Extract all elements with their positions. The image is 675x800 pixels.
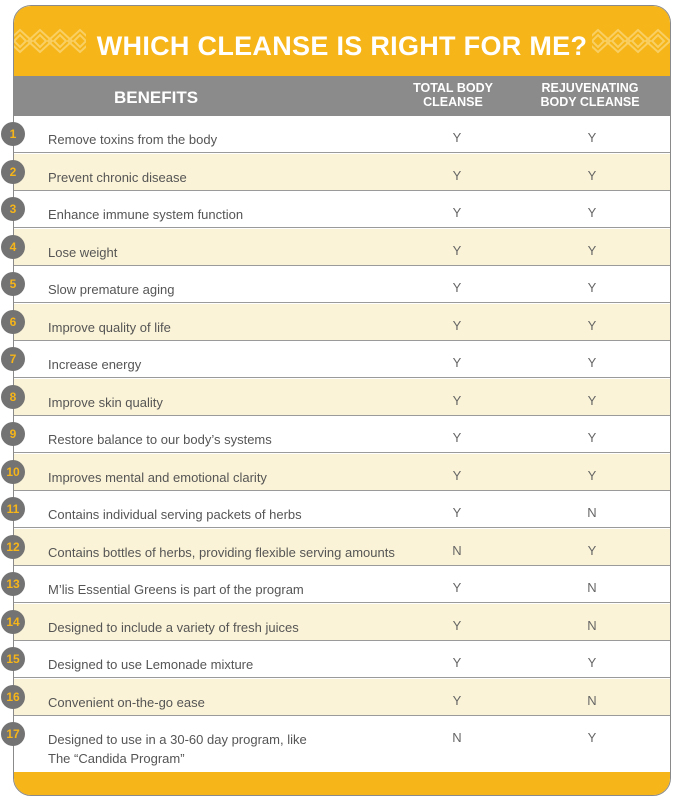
table-row bbox=[14, 491, 670, 528]
total-body-cleanse-value: Y bbox=[452, 467, 462, 483]
benefit-text: Designed to use Lemonade mixture bbox=[48, 657, 254, 672]
footer-bar bbox=[14, 772, 670, 795]
row-number-badge: 15 bbox=[1, 647, 25, 671]
table-row bbox=[14, 379, 670, 416]
row-number-badge: 5 bbox=[1, 272, 25, 296]
table-row bbox=[14, 716, 670, 771]
table-row bbox=[14, 341, 670, 378]
benefit-text-line2: The “Candida Program” bbox=[48, 751, 185, 766]
benefit-label bbox=[48, 393, 163, 412]
table-row bbox=[14, 304, 670, 341]
title-bar bbox=[14, 6, 670, 76]
rejuvenating-body-cleanse-value: Y bbox=[587, 392, 597, 408]
table-row bbox=[14, 529, 670, 566]
benefit-label bbox=[48, 655, 253, 674]
rejuvenating-body-cleanse-value: Y bbox=[587, 430, 597, 445]
header-line: CLEANSE bbox=[423, 95, 483, 109]
benefit-text: Prevent chronic disease bbox=[48, 169, 187, 185]
rejuvenating-body-cleanse-value: N bbox=[587, 692, 597, 708]
table-row bbox=[14, 566, 670, 603]
total-body-cleanse-value: Y bbox=[452, 205, 462, 220]
benefit-text: Contains individual serving packets of herbs bbox=[48, 507, 302, 522]
rejuvenating-body-cleanse-value: Y bbox=[587, 467, 597, 483]
row-number-badge: 9 bbox=[1, 422, 25, 446]
row-number-badge: 10 bbox=[1, 460, 25, 484]
total-body-cleanse-value: Y bbox=[452, 392, 462, 408]
benefit-label bbox=[48, 355, 141, 374]
row-number-badge: 12 bbox=[1, 535, 25, 559]
total-body-cleanse-value: Y bbox=[452, 167, 462, 183]
rejuvenating-body-cleanse-value: Y bbox=[587, 167, 597, 183]
row-number-badge: 13 bbox=[1, 572, 25, 596]
row-number-badge: 3 bbox=[1, 197, 25, 221]
total-body-cleanse-value: Y bbox=[452, 317, 462, 333]
total-body-cleanse-value: Y bbox=[452, 130, 462, 145]
rejuvenating-body-cleanse-value: Y bbox=[587, 205, 597, 220]
benefit-text: Increase energy bbox=[48, 357, 142, 372]
benefit-label bbox=[48, 205, 243, 224]
total-body-cleanse-value: N bbox=[452, 730, 462, 745]
total-body-cleanse-value: Y bbox=[452, 430, 462, 445]
row-number-badge: 6 bbox=[1, 310, 25, 334]
row-number-badge: 7 bbox=[1, 347, 25, 371]
benefit-label bbox=[48, 243, 117, 262]
benefit-text: Improve quality of life bbox=[48, 319, 171, 335]
rejuvenating-body-cleanse-value: Y bbox=[587, 280, 597, 295]
benefit-text: Remove toxins from the body bbox=[48, 132, 218, 147]
column-header-rejuvenating-body-cleanse bbox=[525, 81, 655, 109]
benefit-text: Convenient on-the-go ease bbox=[48, 694, 205, 710]
total-body-cleanse-value: N bbox=[452, 542, 462, 558]
row-number-badge: 17 bbox=[1, 722, 25, 746]
benefit-label bbox=[48, 168, 187, 187]
benefit-text: Improves mental and emotional clarity bbox=[48, 469, 267, 485]
benefit-label bbox=[48, 730, 307, 768]
row-number-badge: 16 bbox=[1, 685, 25, 709]
benefit-label bbox=[48, 430, 272, 449]
benefit-text: M’lis Essential Greens is part of the program bbox=[48, 582, 304, 597]
row-number-badge: 1 bbox=[1, 122, 25, 146]
rejuvenating-body-cleanse-value: N bbox=[587, 617, 597, 633]
column-header-benefits: BENEFITS bbox=[114, 88, 199, 107]
benefit-text: Contains bottles of herbs, providing flexible serving amounts bbox=[48, 544, 395, 560]
rejuvenating-body-cleanse-value: Y bbox=[587, 130, 597, 145]
benefit-label bbox=[48, 130, 217, 149]
comparison-card bbox=[13, 5, 671, 796]
table-row bbox=[14, 191, 670, 228]
row-number-badge: 2 bbox=[1, 160, 25, 184]
table-row bbox=[14, 266, 670, 303]
table-row bbox=[14, 416, 670, 453]
benefit-text: Slow premature aging bbox=[48, 282, 175, 297]
row-number-badge: 11 bbox=[1, 497, 25, 521]
rejuvenating-body-cleanse-value: Y bbox=[587, 242, 597, 258]
rejuvenating-body-cleanse-value: Y bbox=[587, 730, 597, 745]
total-body-cleanse-value: Y bbox=[452, 280, 462, 295]
rejuvenating-body-cleanse-value: Y bbox=[587, 542, 597, 558]
header-line: BODY CLEANSE bbox=[540, 95, 640, 109]
table-row bbox=[14, 641, 670, 678]
column-header-total-body-cleanse bbox=[388, 81, 518, 109]
decorative-pattern-icon bbox=[592, 26, 671, 56]
benefit-text: Designed to include a variety of fresh juices bbox=[48, 619, 299, 635]
table-header bbox=[14, 76, 670, 116]
row-number-badge: 14 bbox=[1, 610, 25, 634]
rejuvenating-body-cleanse-value: N bbox=[587, 580, 597, 595]
benefit-text: Enhance immune system function bbox=[48, 207, 244, 222]
rejuvenating-body-cleanse-value: Y bbox=[587, 355, 597, 370]
row-number-badge: 4 bbox=[1, 235, 25, 259]
table-row bbox=[14, 116, 670, 153]
table-row bbox=[14, 229, 670, 266]
page-title: WHICH CLEANSE IS RIGHT FOR ME? bbox=[96, 31, 588, 61]
benefit-text: Designed to use in a 30-60 day program, like bbox=[48, 732, 307, 747]
total-body-cleanse-value: Y bbox=[452, 692, 462, 708]
total-body-cleanse-value: Y bbox=[452, 580, 462, 595]
rejuvenating-body-cleanse-value: N bbox=[587, 505, 597, 520]
table-row bbox=[14, 679, 670, 716]
benefit-label bbox=[48, 693, 205, 712]
benefit-text: Improve skin quality bbox=[48, 394, 163, 410]
table-row bbox=[14, 454, 670, 491]
benefit-label bbox=[48, 543, 395, 562]
benefit-label bbox=[48, 468, 267, 487]
header-line: TOTAL BODY bbox=[413, 81, 493, 95]
rejuvenating-body-cleanse-value: Y bbox=[587, 317, 597, 333]
total-body-cleanse-value: Y bbox=[452, 655, 462, 670]
benefit-text: Restore balance to our body’s systems bbox=[48, 432, 272, 447]
benefit-label bbox=[48, 318, 171, 337]
rejuvenating-body-cleanse-value: Y bbox=[587, 655, 597, 670]
row-number-badge: 8 bbox=[1, 385, 25, 409]
total-body-cleanse-value: Y bbox=[452, 505, 462, 520]
total-body-cleanse-value: Y bbox=[452, 355, 462, 370]
total-body-cleanse-value: Y bbox=[452, 242, 462, 258]
total-body-cleanse-value: Y bbox=[452, 617, 462, 633]
benefit-label bbox=[48, 618, 299, 637]
benefit-text: Lose weight bbox=[48, 244, 118, 260]
header-line: REJUVENATING bbox=[541, 81, 639, 95]
benefit-label bbox=[48, 505, 302, 524]
table-row bbox=[14, 604, 670, 641]
table-row bbox=[14, 154, 670, 191]
benefit-label bbox=[48, 280, 174, 299]
benefit-label bbox=[48, 580, 304, 599]
